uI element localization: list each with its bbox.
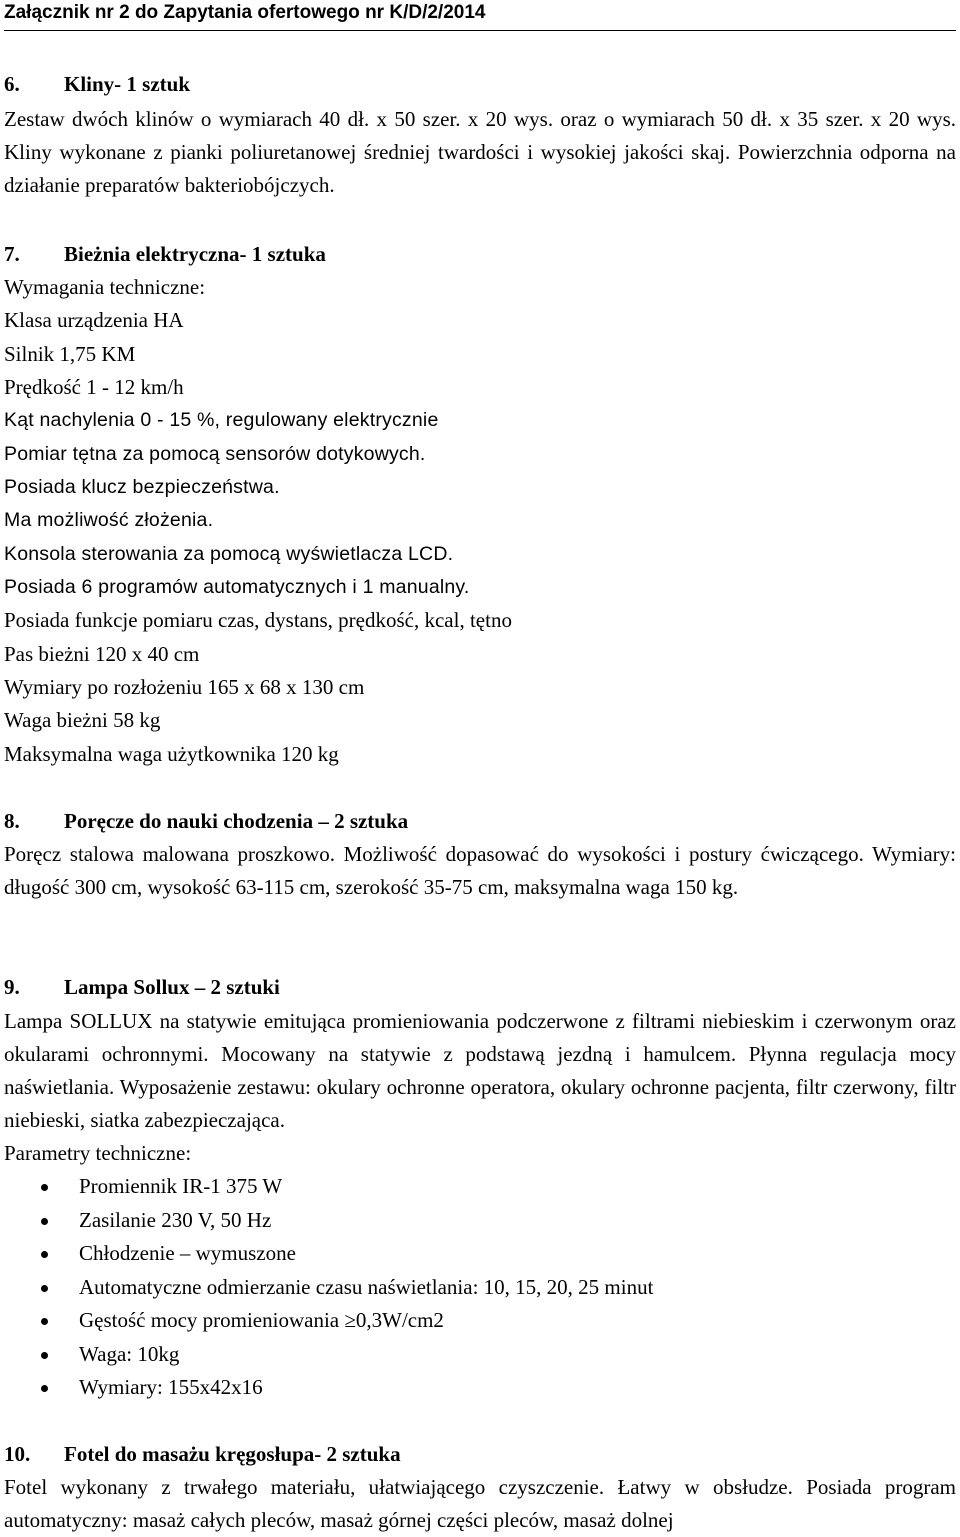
list-item-text: Chłodzenie – wymuszone (79, 1241, 296, 1265)
list-item-text: Promiennik IR-1 375 W (79, 1174, 283, 1198)
bullet-icon (41, 1218, 48, 1225)
list-item (0, 1338, 960, 1372)
section-6-body: Zestaw dwóch klinów o wymiarach 40 dł. x 50 szer. x 20 wys. oraz o wymiarach 50 dł. x 35 szer. x 20 wys. Kliny wykonane z pianki poliuretanowej średniej twardości i wysokiej jakości skaj. Powierzchnia odporna na działanie preparatów bakteriobójczych. (4, 107, 956, 197)
section-10-title: Fotel do masażu kręgosłupa- 2 sztuka (64, 1442, 401, 1466)
spec-line: Ma możliwość złożenia. (4, 509, 214, 531)
document-header: Załącznik nr 2 do Zapytania ofertowego nr K/D/2/2014 (4, 2, 486, 23)
section-7-title: Bieżnia elektryczna- 1 sztuka (64, 242, 326, 266)
list-item-text: Automatyczne odmierzanie czasu naświetlania: 10, 15, 20, 25 minut (79, 1274, 654, 1299)
list-item (0, 1371, 960, 1405)
section-9-heading (4, 971, 280, 1004)
list-item-text: Wymiary: 155x42x16 (79, 1375, 263, 1399)
spec-line: Maksymalna waga użytkownika 120 kg (4, 742, 339, 766)
bullet-icon (41, 1385, 48, 1392)
bullet-icon (41, 1352, 48, 1359)
spec-line: Wymiary po rozłożeniu 165 x 68 x 130 cm (4, 675, 365, 699)
section-8-number: 8. (4, 809, 20, 833)
section-6-number: 6. (4, 72, 20, 96)
section-10-heading (4, 1438, 401, 1471)
spec-line: Posiada klucz bezpieczeństwa. (4, 476, 280, 498)
bullet-icon (41, 1251, 48, 1258)
section-7-number: 7. (4, 242, 20, 266)
spec-line: Wymagania techniczne: (4, 275, 206, 299)
spec-line: Klasa urządzenia HA (4, 308, 184, 332)
header-rule (4, 30, 956, 31)
spec-line: Waga bieżni 58 kg (4, 708, 161, 732)
params-label: Parametry techniczne: (4, 1141, 192, 1165)
list-item (0, 1271, 960, 1305)
section-9-title: Lampa Sollux – 2 sztuki (64, 975, 280, 999)
section-10-number: 10. (4, 1442, 31, 1466)
list-item-text: Gęstość mocy promieniowania ≥0,3W/cm2 (79, 1308, 444, 1332)
bullet-icon (41, 1318, 48, 1325)
section-9-number: 9. (4, 975, 20, 999)
section-9-body: Lampa SOLLUX na statywie emitująca promieniowania podczerwone z filtrami niebieskim i czerwonym oraz okularami ochronnymi. Mocowany na statywie z podstawą jezdną i hamulcem. Płynna regulacja mocy naświetlania. Wyposażenie zestawu: okulary ochronne operatora, okulary ochronne pacjenta, filtr czerwony, filtr niebieski, siatka zabezpieczająca. (4, 1009, 956, 1132)
section-8-body: Poręcz stalowa malowana proszkowo. Możliwość dopasować do wysokości i postury ćwiczącego. Wymiary: długość 300 cm, wysokość 63-115 cm, szerokość 35-75 cm, maksymalna waga 150 kg. (4, 842, 956, 899)
params-list (0, 1170, 960, 1405)
list-item-text: Zasilanie 230 V, 50 Hz (79, 1207, 272, 1232)
spec-line: Posiada funkcje pomiaru czas, dystans, prędkość, kcal, tętno (4, 608, 512, 632)
list-item (0, 1304, 960, 1338)
spec-line: Posiada 6 programów automatycznych i 1 manualny. (4, 576, 470, 598)
section-8-title: Poręcze do nauki chodzenia – 2 sztuka (64, 809, 409, 833)
section-8-heading (4, 805, 408, 838)
spec-line: Silnik 1,75 KM (4, 342, 136, 366)
list-item-text: Waga: 10kg (79, 1341, 180, 1366)
list-item (0, 1170, 960, 1204)
section-6-title: Kliny- 1 sztuk (64, 72, 191, 96)
section-10-body: Fotel wykonany z trwałego materiału, ułatwiającego czyszczenie. Łatwy w obsłudze. Posiada program automatyczny: masaż całych pleców, masaż górnej części pleców, masaż dolnej (4, 1475, 956, 1532)
spec-line: Prędkość 1 - 12 km/h (4, 375, 184, 399)
list-item (0, 1237, 960, 1271)
spec-line: Pomiar tętna za pomocą sensorów dotykowych. (4, 443, 426, 465)
spec-line: Kąt nachylenia 0 - 15 %, regulowany elektrycznie (4, 409, 439, 431)
section-6-heading (4, 68, 190, 101)
bullet-icon (41, 1285, 48, 1292)
spec-line: Pas bieżni 120 x 40 cm (4, 642, 200, 666)
list-item (0, 1204, 960, 1238)
spec-line: Konsola sterowania za pomocą wyświetlacza LCD. (4, 543, 454, 565)
bullet-icon (41, 1184, 48, 1191)
section-7-heading (4, 238, 326, 271)
